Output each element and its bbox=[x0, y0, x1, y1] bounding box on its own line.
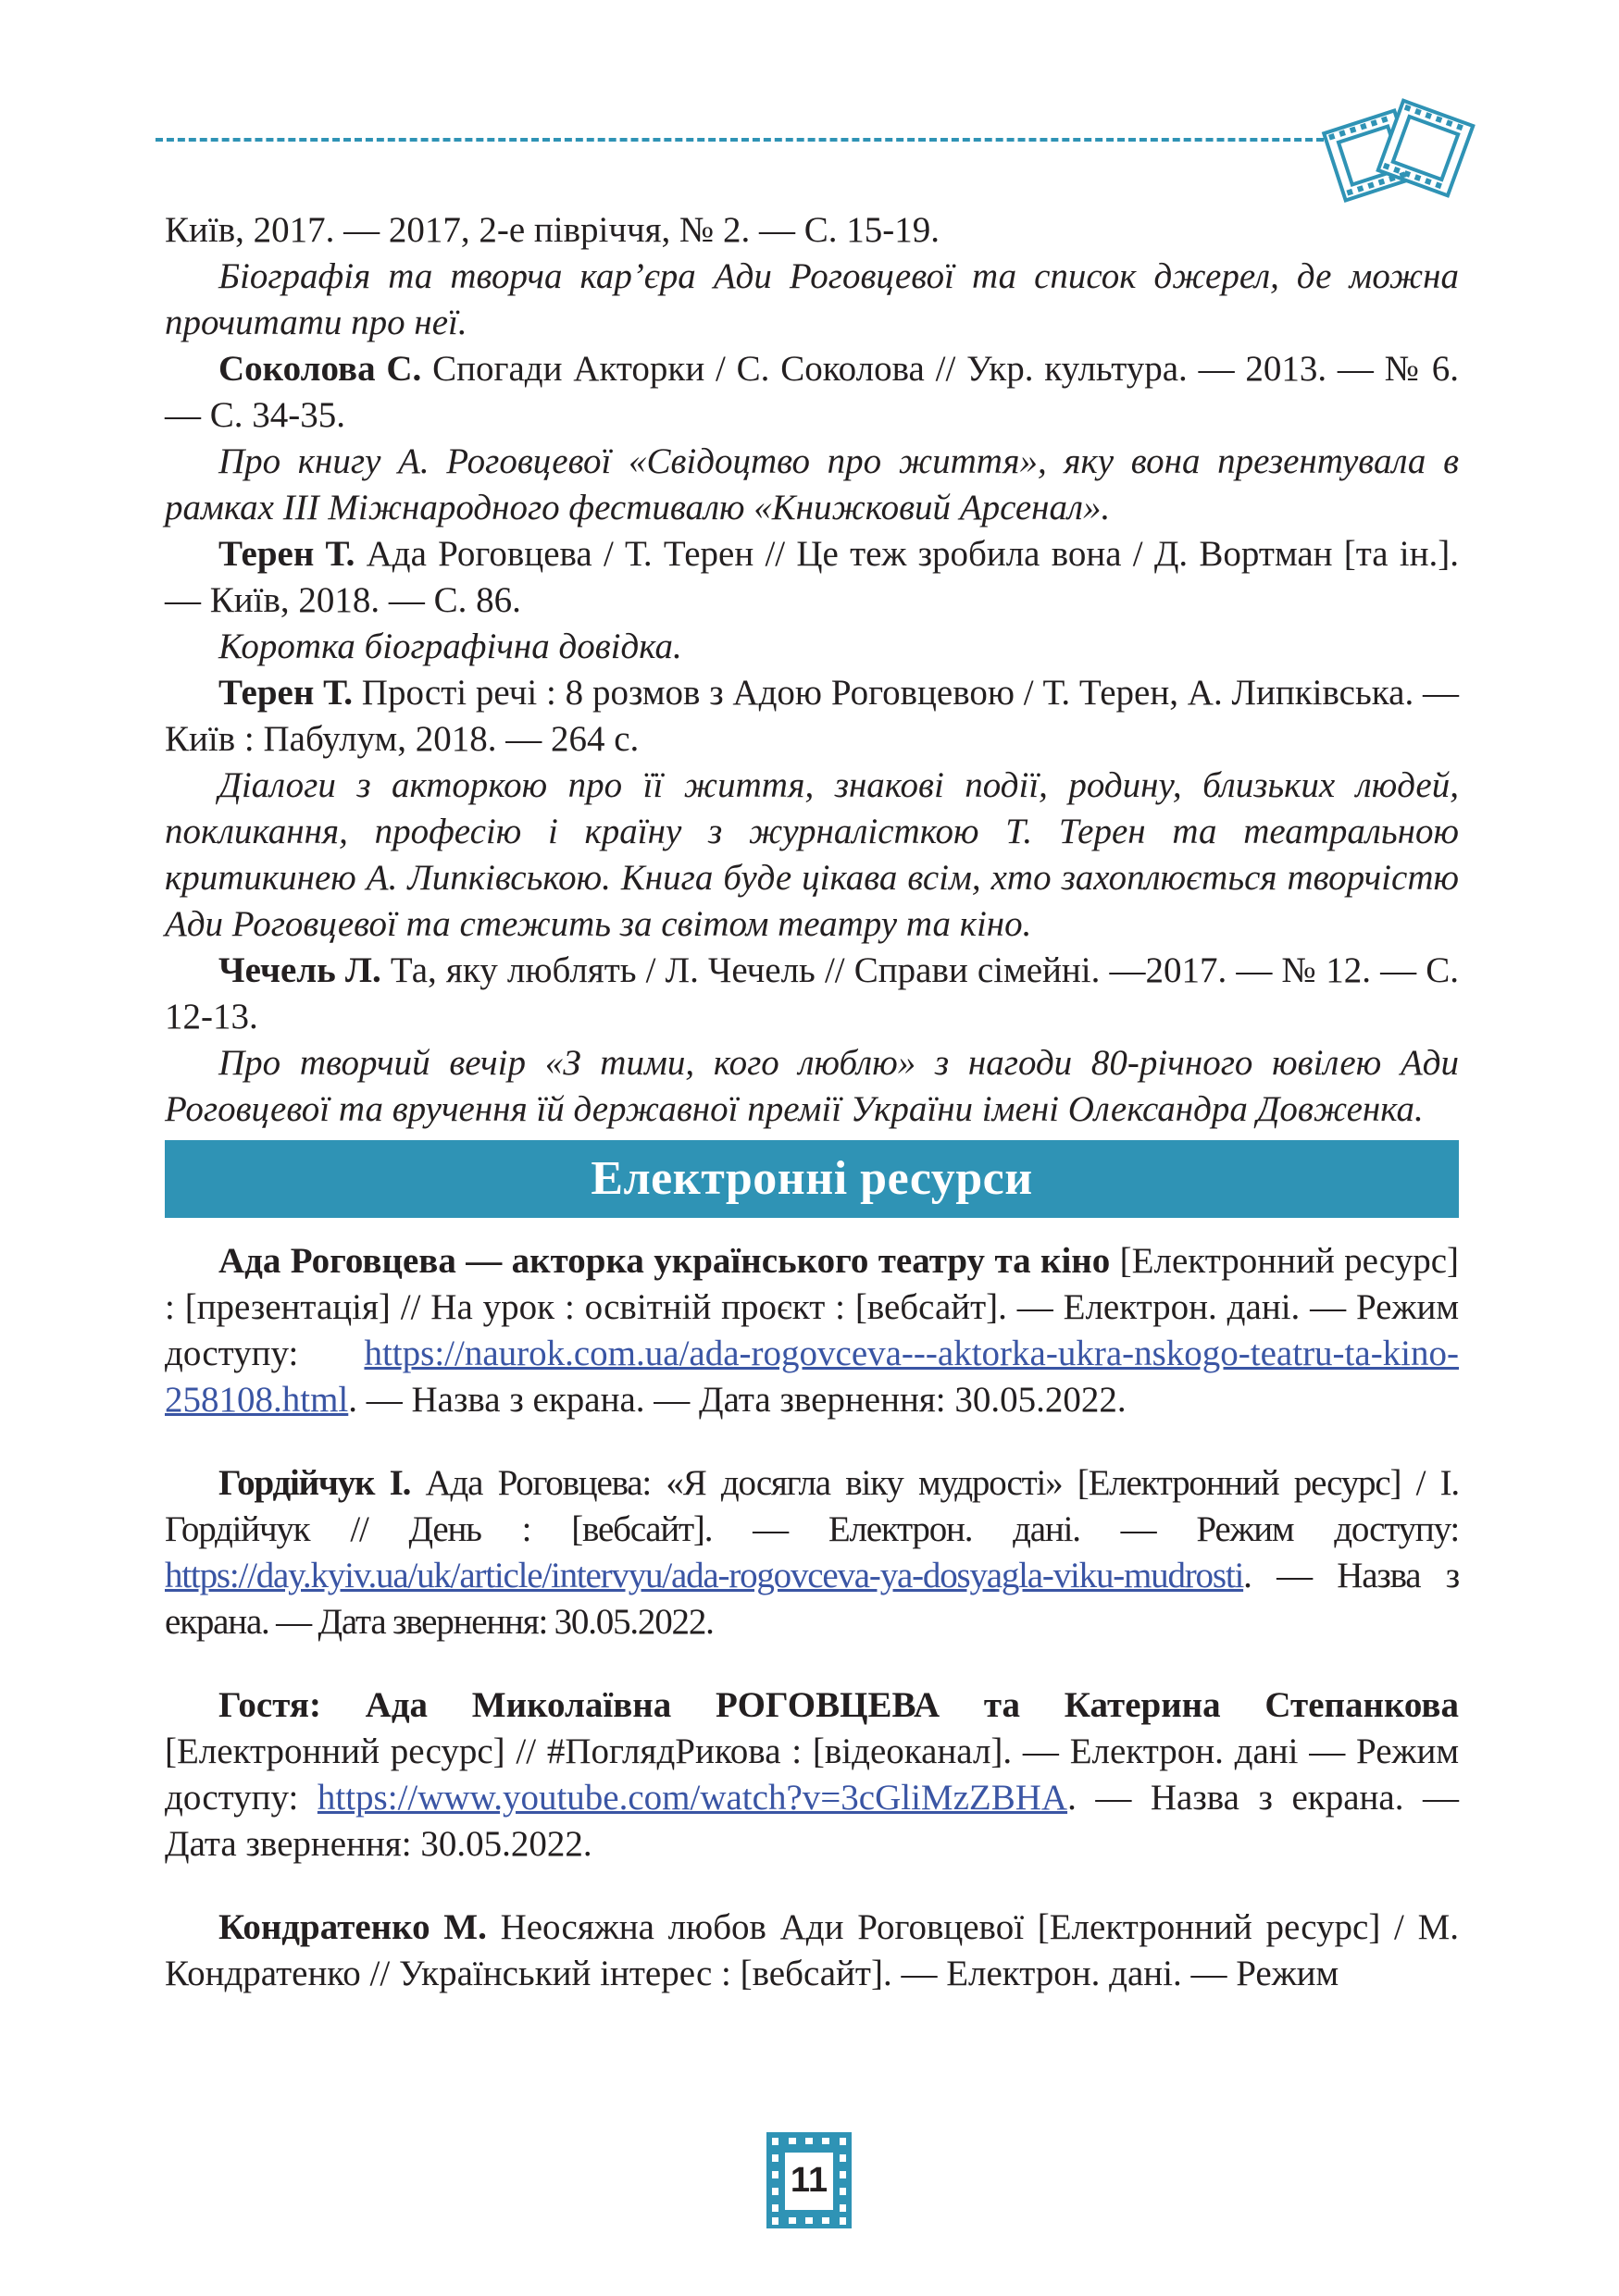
resource-link[interactable]: https://day.kyiv.ua/uk/article/intervyu/ada-rogovceva-ya-dosyagla-viku-mudrosti bbox=[165, 1556, 1244, 1595]
entry-description: [Електронний ресурс] : [презентація] // На урок : освітній проєкт : [вебсайт]. — Електрон. дані. — Режим доступу: bbox=[165, 1241, 1459, 1373]
bibliography-entry bbox=[165, 948, 1459, 1040]
entry-description: Ада Роговцева: «Я досягла віку мудрості» [Електронний ресурс] / І. Гордійчук // День : [вебсайт]. — Електрон. дані. — Режим доступу: bbox=[165, 1463, 1459, 1549]
bibliography-entry bbox=[165, 670, 1459, 763]
annotation: Коротка біографічна довідка. bbox=[218, 627, 682, 666]
entry-description: Прості речі : 8 розмов з Адою Роговцевою / Т. Терен, А. Липківська. — Київ : Пабулум, 2018. — 264 с. bbox=[165, 673, 1459, 759]
entry-author: Терен Т. bbox=[218, 534, 355, 574]
electronic-entry bbox=[165, 1682, 1459, 1868]
entry-title: Гостя: Ада Миколаївна РОГОВЦЕВА та Катерина Степанкова bbox=[218, 1685, 1459, 1725]
annotation: Діалоги з акторкою про її життя, знакові події, родину, близьких людей, покликання, професію і країну з журналісткою Т. Терен та театральною критикинею А. Липківською. Книга буде цікава всім, хто захоплюється творчістю Ади Роговцевої та стежить за світом театру та кіно. bbox=[165, 765, 1459, 944]
page-content bbox=[165, 207, 1459, 1997]
resource-link[interactable]: https://naurok.com.ua/ada-rogovceva---aktorka-ukra-nskogo-teatru-ta-kino-258108.html bbox=[165, 1334, 1459, 1420]
entry-author: Кондратенко М. bbox=[218, 1907, 487, 1947]
entry-author: Чечель Л. bbox=[218, 950, 381, 990]
bibliography-entry bbox=[165, 346, 1459, 439]
entry-description-end: . — Назва з екрана. — Дата звернення: 30.05.2022. bbox=[165, 1556, 1459, 1642]
entry-description-end: . — Назва з екрана. — Дата звернення: 30.05.2022. bbox=[165, 1778, 1459, 1864]
entry-title: Ада Роговцева — акторка українського театру та кіно bbox=[218, 1241, 1111, 1281]
section-header-bar bbox=[165, 1140, 1459, 1218]
electronic-entry bbox=[165, 1460, 1459, 1645]
electronic-entry bbox=[165, 1905, 1459, 1997]
annotation: Біографія та творча кар’єра Ади Роговцевої та список джерел, де можна прочитати про неї. bbox=[165, 256, 1459, 342]
bibliography-entry bbox=[165, 531, 1459, 624]
entry-description: Спогади Акторки / С. Соколова // Укр. культура. — 2013. — № 6. — С. 34-35. bbox=[165, 349, 1459, 435]
annotation: Про книгу А. Роговцевої «Свідоцтво про життя», яку вона презентувала в рамках ІІІ Міжнародного фестивалю «Книжковий Арсенал». bbox=[165, 441, 1459, 527]
entry-author: Соколова С. bbox=[218, 349, 422, 389]
entry-description-end: . — Назва з екрана. — Дата звернення: 30.05.2022. bbox=[348, 1380, 1127, 1420]
page-number: 11 bbox=[790, 2160, 828, 2200]
bibliography-continuation: Київ, 2017. — 2017, 2-е півріччя, № 2. — С. 15-19. bbox=[165, 210, 940, 250]
entry-author: Терен Т. bbox=[218, 673, 353, 713]
electronic-entry bbox=[165, 1238, 1459, 1423]
entry-author: Гордійчук І. bbox=[218, 1463, 411, 1503]
section-title: Електронні ресурси bbox=[591, 1152, 1033, 1205]
entry-description: Та, яку люблять / Л. Чечель // Справи сімейні. —2017. — № 12. — С. 12-13. bbox=[165, 950, 1459, 1036]
annotation: Про творчий вечір «З тими, кого люблю» з нагоди 80-річного ювілею Ади Роговцевої та вручення їй державної премії України імені Олександра Довженка. bbox=[165, 1043, 1459, 1129]
entry-description: Ада Роговцева / Т. Терен // Це теж зробила вона / Д. Вортман [та ін.]. — Київ, 2018. — С. 86. bbox=[165, 534, 1460, 620]
resource-link[interactable]: https://www.youtube.com/watch?v=3cGliMzZBHA bbox=[317, 1778, 1068, 1818]
entry-description: Неосяжна любов Ади Роговцевої [Електронний ресурс] / М. Кондратенко // Український інтерес : [вебсайт]. — Електрон. дані. — Режим bbox=[165, 1907, 1459, 1993]
header-dashed-line bbox=[156, 138, 1324, 142]
film-strip-icon bbox=[1313, 89, 1477, 209]
entry-description: [Електронний ресурс] // #ПоглядРикова : [відеоканал]. — Електрон. дані — Режим доступу: bbox=[165, 1731, 1459, 1818]
